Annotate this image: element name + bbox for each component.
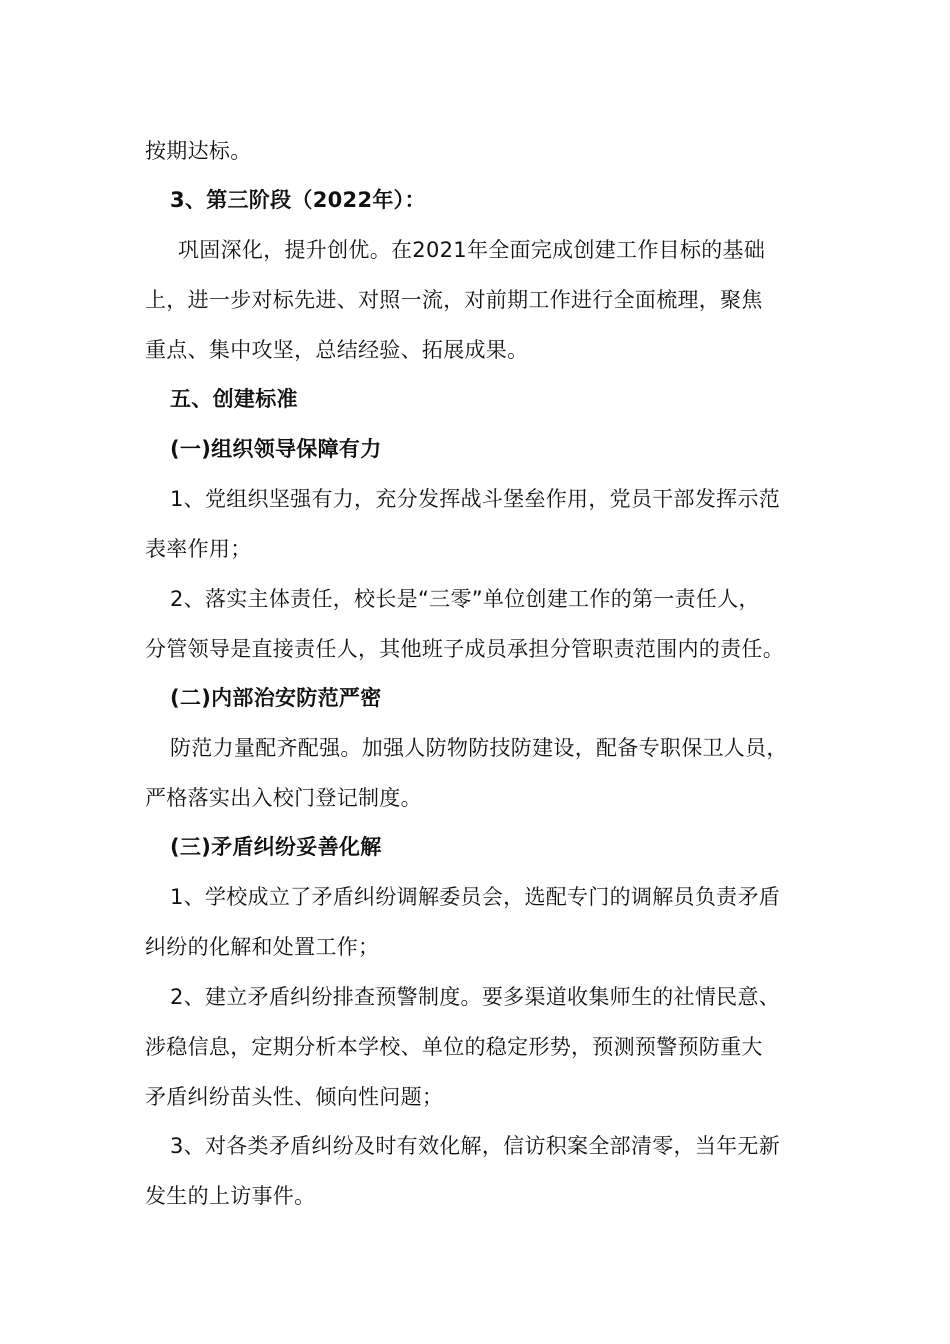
- paragraph-line: 严格落实出入校门登记制度。: [145, 786, 422, 810]
- subsection-heading: (一)组织领导保障有力: [170, 437, 382, 461]
- paragraph-line: 按期达标。: [145, 139, 252, 163]
- subsection-heading: (三)矛盾纠纷妥善化解: [170, 835, 382, 859]
- paragraph-line: 1、学校成立了矛盾纠纷调解委员会，选配专门的调解员负责矛盾: [170, 885, 781, 909]
- paragraph-line: 3、对各类矛盾纠纷及时有效化解，信访积案全部清零，当年无新: [170, 1134, 781, 1158]
- subsection-heading: (二)内部治安防范严密: [170, 686, 382, 710]
- paragraph-line: 发生的上访事件。: [145, 1184, 316, 1208]
- section-heading: 五、创建标准: [170, 387, 298, 411]
- paragraph-line: 矛盾纠纷苗头性、倾向性问题；: [145, 1085, 444, 1109]
- paragraph-line: 表率作用；: [145, 537, 252, 561]
- paragraph-line: 分管领导是直接责任人，其他班子成员承担分管职责范围内的责任。: [145, 637, 784, 661]
- paragraph-line: 纠纷的化解和处置工作；: [145, 935, 380, 959]
- paragraph-line: 防范力量配齐配强。加强人防物防技防建设，配备专职保卫人员，: [170, 736, 788, 760]
- paragraph-line: 巩固深化，提升创优。在2021年全面完成创建工作目标的基础: [178, 238, 766, 262]
- section-heading: 3、第三阶段（2022年）：: [170, 188, 426, 212]
- paragraph-line: 重点、集中攻坚，总结经验、拓展成果。: [145, 338, 529, 362]
- paragraph-line: 1、党组织坚强有力，充分发挥战斗堡垒作用，党员干部发挥示范: [170, 487, 781, 511]
- paragraph-line: 2、落实主体责任，校长是“三零”单位创建工作的第一责任人，: [170, 587, 760, 611]
- paragraph-line: 上，进一步对标先进、对照一流，对前期工作进行全面梳理，聚焦: [145, 288, 763, 312]
- paragraph-line: 2、建立矛盾纠纷排查预警制度。要多渠道收集师生的社情民意、: [170, 985, 781, 1009]
- paragraph-line: 涉稳信息，定期分析本学校、单位的稳定形势，预测预警预防重大: [145, 1035, 763, 1059]
